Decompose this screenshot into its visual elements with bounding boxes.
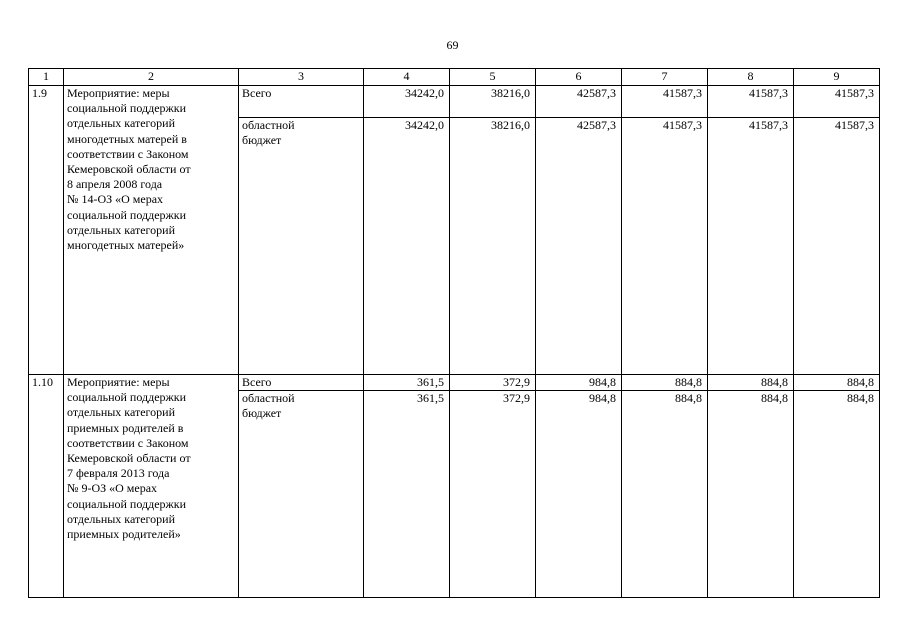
column-header: 3 bbox=[239, 69, 364, 86]
column-header: 6 bbox=[536, 69, 622, 86]
value-cell: 361,5 bbox=[364, 375, 450, 391]
table-row bbox=[29, 86, 880, 118]
value-cell: 42587,3 bbox=[536, 118, 622, 375]
value-cell: 884,8 bbox=[708, 375, 794, 391]
column-header: 9 bbox=[794, 69, 880, 86]
value-cell: 884,8 bbox=[622, 391, 708, 598]
value-cell: 42587,3 bbox=[536, 86, 622, 118]
column-header: 2 bbox=[64, 69, 239, 86]
value-cell: 361,5 bbox=[364, 391, 450, 598]
value-cell: 41587,3 bbox=[622, 86, 708, 118]
value-cell: 884,8 bbox=[794, 375, 880, 391]
column-header: 8 bbox=[708, 69, 794, 86]
column-header: 4 bbox=[364, 69, 450, 86]
row-description: Мероприятие: меры социальной поддержки отдельных категорий приемных родителей в соответствии с Законом Кемеровской области от 7 февраля 2013 года № 9-ОЗ «О мерах социальной поддержки отдельных категорий приемных родителей» bbox=[64, 375, 239, 598]
source-label: областной бюджет bbox=[239, 118, 364, 375]
column-header: 1 bbox=[29, 69, 64, 86]
value-cell: 38216,0 bbox=[450, 118, 536, 375]
value-cell: 41587,3 bbox=[708, 118, 794, 375]
source-label: Всего bbox=[239, 86, 364, 118]
value-cell: 984,8 bbox=[536, 391, 622, 598]
value-cell: 372,9 bbox=[450, 375, 536, 391]
row-description: Мероприятие: меры социальной поддержки отдельных категорий многодетных матерей в соответствии с Законом Кемеровской области от 8 апреля 2008 года № 14-ОЗ «О мерах социальной поддержки отдельных категорий многодетных матерей» bbox=[64, 86, 239, 375]
source-label: Всего bbox=[239, 375, 364, 391]
value-cell: 884,8 bbox=[622, 375, 708, 391]
header-row bbox=[29, 69, 880, 86]
value-cell: 884,8 bbox=[794, 391, 880, 598]
value-cell: 372,9 bbox=[450, 391, 536, 598]
table-row bbox=[29, 375, 880, 391]
value-cell: 41587,3 bbox=[794, 118, 880, 375]
value-cell: 884,8 bbox=[708, 391, 794, 598]
source-label: областной бюджет bbox=[239, 391, 364, 598]
value-cell: 41587,3 bbox=[708, 86, 794, 118]
value-cell: 984,8 bbox=[536, 375, 622, 391]
row-id: 1.10 bbox=[29, 375, 64, 598]
value-cell: 38216,0 bbox=[450, 86, 536, 118]
column-header: 5 bbox=[450, 69, 536, 86]
value-cell: 34242,0 bbox=[364, 118, 450, 375]
page-number: 69 bbox=[446, 38, 459, 52]
value-cell: 34242,0 bbox=[364, 86, 450, 118]
value-cell: 41587,3 bbox=[622, 118, 708, 375]
value-cell: 41587,3 bbox=[794, 86, 880, 118]
column-header: 7 bbox=[622, 69, 708, 86]
budget-table bbox=[28, 68, 880, 598]
row-id: 1.9 bbox=[29, 86, 64, 375]
